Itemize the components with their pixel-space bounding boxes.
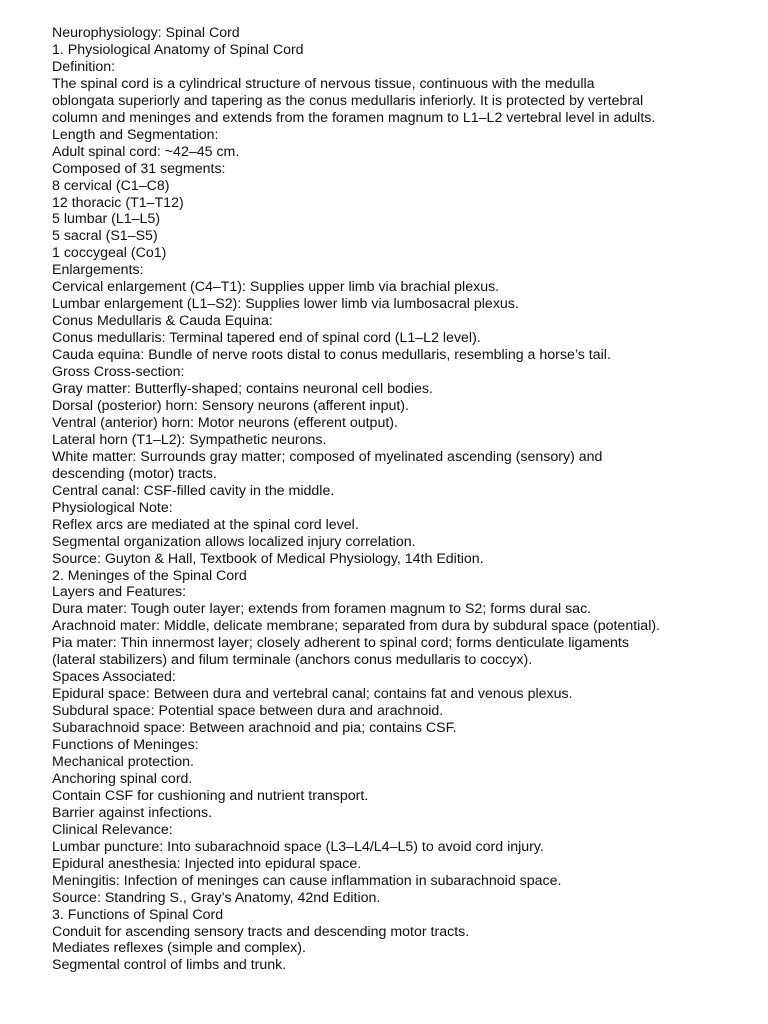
source-citation: Source: Guyton & Hall, Textbook of Medical Physiology, 14th Edition. xyxy=(52,550,484,567)
text-line: Pia mater: Thin innermost layer; closely adherent to spinal cord; forms denticulate ligaments xyxy=(52,635,629,652)
text-line: Conus medullaris: Terminal tapered end of spinal cord (L1–L2 level). xyxy=(52,330,481,347)
text-line: Subdural space: Potential space between dura and arachnoid. xyxy=(52,703,444,720)
section-heading: 3. Functions of Spinal Cord xyxy=(52,906,224,923)
subheading: Definition: xyxy=(52,58,116,75)
text-line: Anchoring spinal cord. xyxy=(52,770,193,787)
subheading: Functions of Meninges: xyxy=(52,737,199,754)
text-line: Segmental organization allows localized injury correlation. xyxy=(52,533,416,550)
text-line: Lumbar enlargement (L1–S2): Supplies lower limb via lumbosacral plexus. xyxy=(52,296,519,313)
text-line: Gray matter: Butterfly-shaped; contains neuronal cell bodies. xyxy=(52,381,433,398)
subheading: Conus Medullaris & Cauda Equina: xyxy=(52,313,273,330)
document-title: Neurophysiology: Spinal Cord xyxy=(52,25,240,41)
text-line: Lumbar puncture: Into subarachnoid space (L3–L4/L4–L5) to avoid cord injury. xyxy=(52,838,544,855)
section-heading: 1. Physiological Anatomy of Spinal Cord xyxy=(52,41,304,58)
text-line: Conduit for ascending sensory tracts and descending motor tracts. xyxy=(52,923,470,940)
subheading: Gross Cross-section: xyxy=(52,364,185,381)
subheading: Spaces Associated: xyxy=(52,669,176,686)
text-line: Mechanical protection. xyxy=(52,753,194,770)
text-line: 5 sacral (S1–S5) xyxy=(52,228,158,245)
source-citation: Source: Standring S., Gray’s Anatomy, 42nd Edition. xyxy=(52,889,381,906)
text-line: 8 cervical (C1–C8) xyxy=(52,177,170,194)
subheading: Physiological Note: xyxy=(52,499,173,516)
text-line: Meningitis: Infection of meninges can cause inflammation in subarachnoid space. xyxy=(52,872,562,889)
subheading: Layers and Features: xyxy=(52,584,187,601)
text-line: Arachnoid mater: Middle, delicate membrane; separated from dura by subdural space (potential). xyxy=(52,618,661,635)
text-line: Cauda equina: Bundle of nerve roots distal to conus medullaris, resembling a horse’s tail. xyxy=(52,347,611,364)
text-line: (lateral stabilizers) and filum terminale (anchors conus medullaris to coccyx). xyxy=(52,652,533,669)
text-line: Lateral horn (T1–L2): Sympathetic neurons. xyxy=(52,431,327,448)
text-line: Dura mater: Tough outer layer; extends from foramen magnum to S2; forms dural sac. xyxy=(52,601,592,618)
subheading: Length and Segmentation: xyxy=(52,126,219,143)
text-line: Reflex arcs are mediated at the spinal cord level. xyxy=(52,516,359,533)
text-line: Barrier against infections. xyxy=(52,804,213,821)
document-body xyxy=(52,25,752,974)
text-line: descending (motor) tracts. xyxy=(52,465,217,482)
text-line: column and meninges and extends from the foramen magnum to L1–L2 vertebral level in adults. xyxy=(52,109,656,126)
text-line: Central canal: CSF-filled cavity in the middle. xyxy=(52,482,335,499)
text-line: Contain CSF for cushioning and nutrient transport. xyxy=(52,787,369,804)
text-line: 12 thoracic (T1–T12) xyxy=(52,194,184,211)
text-line: Composed of 31 segments: xyxy=(52,160,226,177)
text-line: The spinal cord is a cylindrical structure of nervous tissue, continuous with the medulla xyxy=(52,75,595,92)
subheading: Clinical Relevance: xyxy=(52,821,173,838)
text-line: Ventral (anterior) horn: Motor neurons (efferent output). xyxy=(52,414,398,431)
text-line: oblongata superiorly and tapering as the conus medullaris inferiorly. It is protected by vertebral xyxy=(52,92,644,109)
text-line: Epidural space: Between dura and vertebral canal; contains fat and venous plexus. xyxy=(52,686,573,703)
section-heading: 2. Meninges of the Spinal Cord xyxy=(52,567,247,584)
text-line: Cervical enlargement (C4–T1): Supplies upper limb via brachial plexus. xyxy=(52,279,500,296)
text-line: 1 coccygeal (Co1) xyxy=(52,245,167,262)
text-line: White matter: Surrounds gray matter; composed of myelinated ascending (sensory) and xyxy=(52,448,603,465)
text-line: Dorsal (posterior) horn: Sensory neurons (afferent input). xyxy=(52,397,409,414)
subheading: Enlargements: xyxy=(52,262,144,279)
text-line: Segmental control of limbs and trunk. xyxy=(52,957,287,974)
text-line: Mediates reflexes (simple and complex). xyxy=(52,940,306,957)
text-line: Epidural anesthesia: Injected into epidural space. xyxy=(52,855,362,872)
text-line: Subarachnoid space: Between arachnoid and pia; contains CSF. xyxy=(52,720,457,737)
text-line: 5 lumbar (L1–L5) xyxy=(52,211,161,228)
text-line: Adult spinal cord: ~42–45 cm. xyxy=(52,143,240,160)
